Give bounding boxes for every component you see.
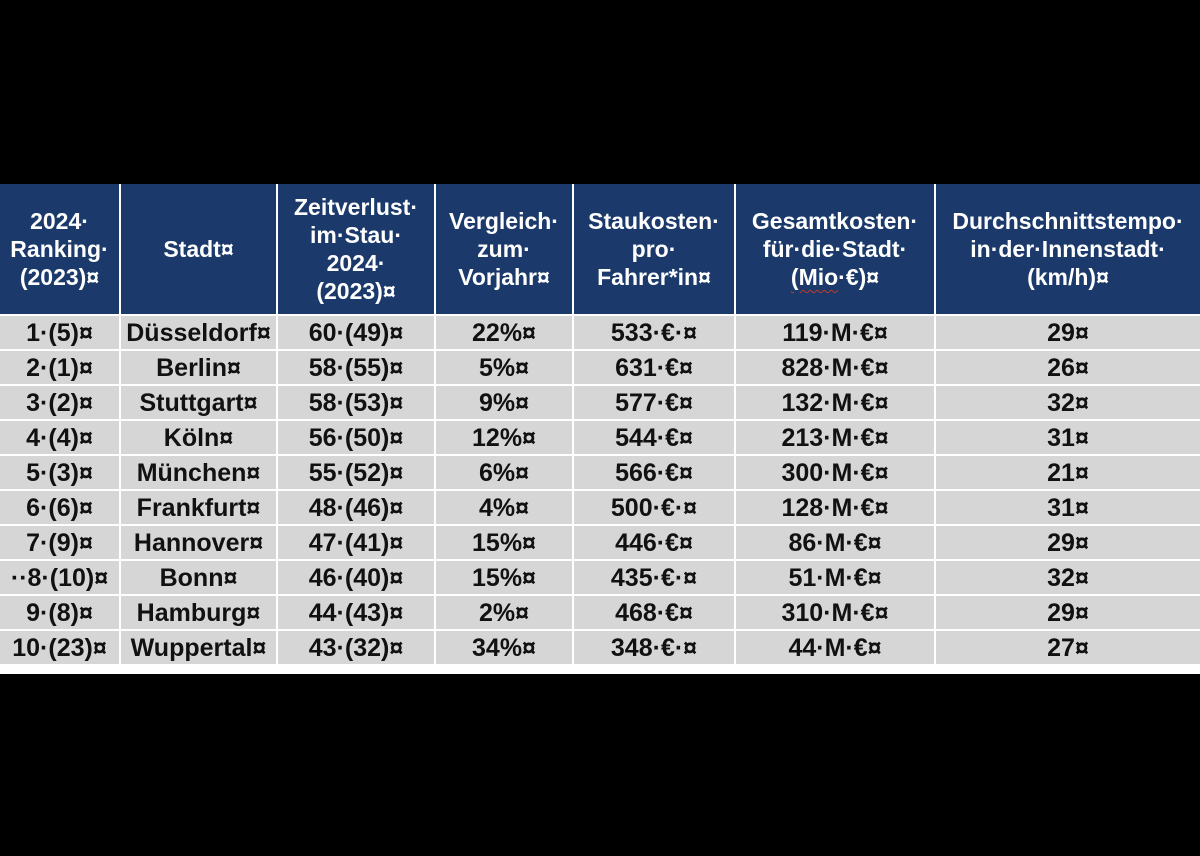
city-cell: München¤ [120,455,277,490]
header-ranking: 2024· Ranking· (2023)¤ [0,184,120,315]
comparison-cell: 2%¤ [435,595,573,630]
average-speed-cell: 21¤ [935,455,1200,490]
header-total-cost [735,184,935,315]
average-speed-cell: 29¤ [935,315,1200,350]
traffic-ranking-table [0,184,1200,664]
ranking-cell: 5·(3)¤ [0,455,120,490]
table-row [0,630,1200,664]
time-lost-cell: 58·(55)¤ [277,350,435,385]
table-row [0,560,1200,595]
table-row [0,595,1200,630]
time-lost-cell: 47·(41)¤ [277,525,435,560]
header-cost-per-driver: Staukosten· pro· Fahrer*in¤ [573,184,735,315]
average-speed-cell: 32¤ [935,385,1200,420]
cost-per-driver-cell: 577·€¤ [573,385,735,420]
table-row [0,315,1200,350]
cost-per-driver-cell: 446·€¤ [573,525,735,560]
ranking-cell: 1·(5)¤ [0,315,120,350]
time-lost-cell: 48·(46)¤ [277,490,435,525]
comparison-cell: 4%¤ [435,490,573,525]
comparison-cell: 12%¤ [435,420,573,455]
comparison-cell: 22%¤ [435,315,573,350]
city-cell: Stuttgart¤ [120,385,277,420]
city-cell: Berlin¤ [120,350,277,385]
total-cost-cell: 828·M·€¤ [735,350,935,385]
time-lost-cell: 60·(49)¤ [277,315,435,350]
header-average-speed: Durchschnittstempo· in·der·Innenstadt· (km/h)¤ [935,184,1200,315]
cost-per-driver-cell: 566·€¤ [573,455,735,490]
table-row [0,385,1200,420]
cost-per-driver-cell: 500·€·¤ [573,490,735,525]
table-row [0,490,1200,525]
ranking-cell: 3·(2)¤ [0,385,120,420]
average-speed-cell: 32¤ [935,560,1200,595]
city-cell: Wuppertal¤ [120,630,277,664]
comparison-cell: 15%¤ [435,560,573,595]
ranking-cell: 7·(9)¤ [0,525,120,560]
time-lost-cell: 43·(32)¤ [277,630,435,664]
comparison-cell: 5%¤ [435,350,573,385]
comparison-cell: 34%¤ [435,630,573,664]
city-cell: Bonn¤ [120,560,277,595]
average-speed-cell: 31¤ [935,420,1200,455]
table-row [0,455,1200,490]
header-time-lost: Zeitverlust· im·Stau· 2024· (2023)¤ [277,184,435,315]
cost-per-driver-cell: 533·€·¤ [573,315,735,350]
time-lost-cell: 46·(40)¤ [277,560,435,595]
ranking-cell: 6·(6)¤ [0,490,120,525]
total-cost-cell: 128·M·€¤ [735,490,935,525]
ranking-cell: 2·(1)¤ [0,350,120,385]
time-lost-cell: 44·(43)¤ [277,595,435,630]
total-cost-cell: 51·M·€¤ [735,560,935,595]
ranking-table-container [0,184,1200,674]
ranking-cell: 9·(8)¤ [0,595,120,630]
average-speed-cell: 26¤ [935,350,1200,385]
ranking-cell: 10·(23)¤ [0,630,120,664]
average-speed-cell: 27¤ [935,630,1200,664]
total-cost-cell: 213·M·€¤ [735,420,935,455]
header-row [0,184,1200,315]
total-cost-cell: 132·M·€¤ [735,385,935,420]
average-speed-cell: 31¤ [935,490,1200,525]
comparison-cell: 15%¤ [435,525,573,560]
table-row [0,420,1200,455]
cost-per-driver-cell: 544·€¤ [573,420,735,455]
header-city: Stadt¤ [120,184,277,315]
city-cell: Hamburg¤ [120,595,277,630]
city-cell: Hannover¤ [120,525,277,560]
cost-per-driver-cell: 348·€·¤ [573,630,735,664]
time-lost-cell: 58·(53)¤ [277,385,435,420]
table-row [0,350,1200,385]
header-comparison: Vergleich· zum· Vorjahr¤ [435,184,573,315]
ranking-cell: ··8·(10)¤ [0,560,120,595]
total-cost-cell: 86·M·€¤ [735,525,935,560]
city-cell: Frankfurt¤ [120,490,277,525]
table-body [0,315,1200,664]
ranking-cell: 4·(4)¤ [0,420,120,455]
cost-per-driver-cell: 631·€¤ [573,350,735,385]
total-cost-cell: 44·M·€¤ [735,630,935,664]
time-lost-cell: 55·(52)¤ [277,455,435,490]
comparison-cell: 6%¤ [435,455,573,490]
total-cost-cell: 300·M·€¤ [735,455,935,490]
cost-per-driver-cell: 435·€·¤ [573,560,735,595]
header-total-cost-unit: ·€)¤ [838,264,880,290]
city-cell: Düsseldorf¤ [120,315,277,350]
total-cost-cell: 310·M·€¤ [735,595,935,630]
average-speed-cell: 29¤ [935,525,1200,560]
header-total-cost-main: Gesamtkosten· für·die·Stadt· [751,208,919,262]
cost-per-driver-cell: 468·€¤ [573,595,735,630]
city-cell: Köln¤ [120,420,277,455]
header-total-cost-mio: (Mio [790,264,839,290]
table-row [0,525,1200,560]
total-cost-cell: 119·M·€¤ [735,315,935,350]
comparison-cell: 9%¤ [435,385,573,420]
average-speed-cell: 29¤ [935,595,1200,630]
time-lost-cell: 56·(50)¤ [277,420,435,455]
